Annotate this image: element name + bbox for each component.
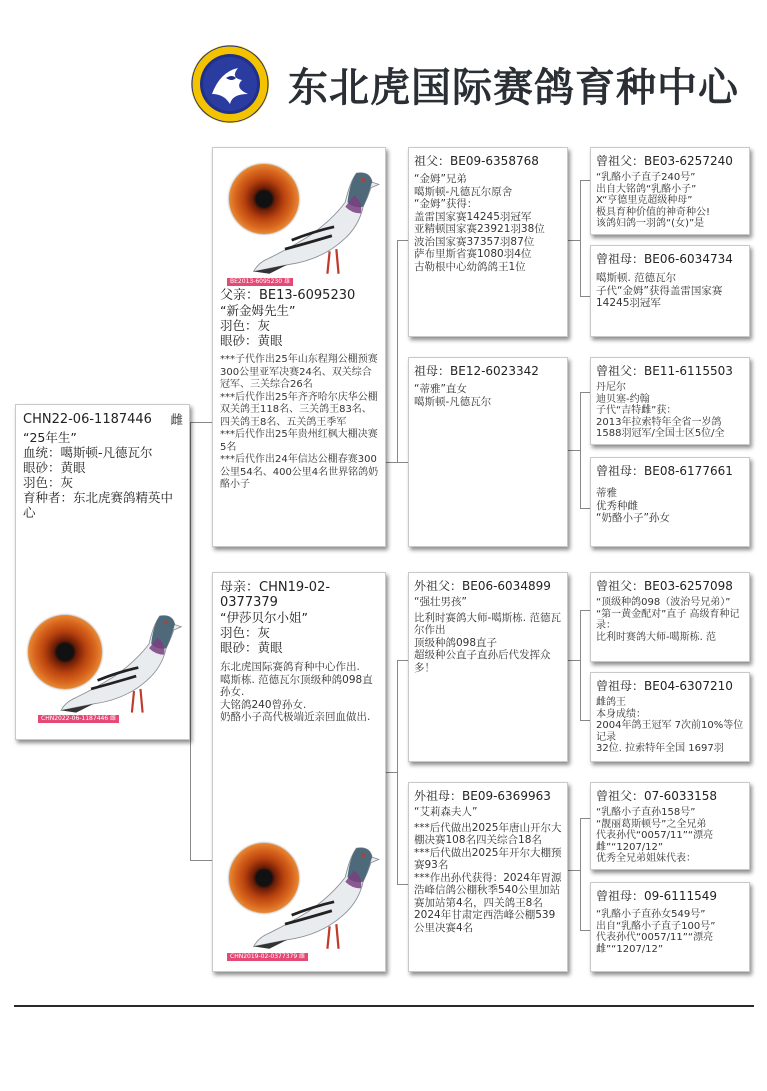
card-text [596,487,745,525]
dam-notes [220,661,380,724]
dam-name: “伊莎贝尔小姐” [220,610,308,625]
subject-eye: 眼砂：黄眼 [23,460,86,475]
dam-ring: 母亲：CHN19-02-0377379 [220,580,331,610]
connector [397,462,408,463]
tiger-logo-icon [190,44,270,124]
text-line: “强壮男孩” [414,596,467,608]
great-grandparent-card [590,572,750,662]
subject-sex: 雌 [170,412,183,427]
text-line: 雌鸽王 [596,697,626,708]
card-text [414,383,563,408]
dam-father-card [408,572,568,762]
connector [580,818,590,819]
card-text [414,596,563,674]
subject-breeder: 育种者：东北虎赛鸽精英中心 [23,490,174,520]
text-line: 优秀全兄弟姐妹代表： [596,853,696,864]
text-line: “顶级种鸽098（波治号兄弟）” [596,597,731,608]
text-line: 优秀种雌 [596,499,638,512]
note-line: 东北虎国际赛鸽育种中心作出. [220,661,360,673]
card-ring: 祖母：BE12-6023342 [414,364,539,378]
card-ring: 曾祖母：09-6111549 [596,889,718,903]
text-line: 出自“乳酪小子直子100号” [596,920,716,932]
note-line: ***后代作出25年贵州红枫大棚决赛5名 [220,429,378,453]
card-ring: 曾祖父：BE11-6115503 [596,364,733,378]
text-line: 出自大铭鸽“乳酪小子” [596,183,697,195]
great-grandparent-card [590,782,750,870]
connector [397,240,398,462]
card-text [596,382,745,440]
card-ring: 曾祖母：BE08-6177661 [596,464,733,478]
card-ring: 曾祖母：BE06-6034734 [596,252,733,266]
text-line: 32位. 拉索特年全国 1697羽 [596,743,724,754]
connector [580,392,581,508]
connector [580,930,590,931]
text-line: 蒂雅 [596,487,617,499]
note-line: ***后代作出25年齐齐哈尔庆华公棚双关鸽王118名、三关鸽王83名、四关鸽王8名、五关鸽王季军 [220,391,378,428]
subject-card [15,404,190,740]
great-grandparent-card [590,672,750,762]
pigeon-icon [54,601,184,719]
text-line: 顶级种鸽098直子 [414,636,498,649]
dam-eye: 眼砂：黄眼 [220,640,283,655]
connector [580,508,590,509]
text-line: “艾莉森夫人” [414,806,478,818]
connector [568,870,580,871]
text-line: 丹尼尔 [596,382,626,393]
text-line: 极具育种价值的神奇种公! [596,206,711,218]
sire-color: 羽色：灰 [220,318,271,333]
text-line: 子代“吉特雌”获： [596,405,677,416]
card-text [596,597,745,643]
connector [580,180,590,181]
dam-card [212,572,386,972]
text-line: ***作出孙代获得：2024年胃源浩峰信鸽公棚秋季540公里加站赛加站第4名，四关鸽王8名 [414,871,562,909]
card-ring: 曾祖父：BE03-6257240 [596,154,733,168]
photo-ring-label: CHN2019-02-0377379 雌 [227,953,308,961]
subject-bloodline: 血统：噶斯顿-凡德瓦尔 [23,445,153,460]
connector [580,610,590,611]
sire-father-card [408,147,568,337]
text-line: 超级种公直子直孙后代发挥众多！ [414,649,551,674]
text-line: 子代“金姆”获得盖雷国家赛14245羽冠军 [596,284,723,309]
note-line: ***后代作出24年信达公棚春赛300公里54名、400公里4名世界铭鸽奶酪小子 [220,454,379,490]
connector [397,884,408,885]
connector [190,422,191,860]
connector [190,640,191,641]
note-line: 奶酪小子高代极端近亲回血做出. [220,711,371,723]
photo-ring-label: CHN2022-06-1187446 雌 [38,715,119,723]
connector [568,660,580,661]
subject-photo [24,595,184,735]
text-line: 噶斯顿-凡德瓦尔 [414,395,492,408]
great-grandparent-card [590,147,750,235]
card-text [596,172,745,230]
card-text [596,272,745,310]
text-line: “奶酪小子”孙女 [596,512,670,524]
card-ring: 外祖父：BE06-6034899 [414,579,551,593]
text-line: 波治国家赛37357羽87位 [414,235,535,248]
text-line: 迪贝塞-约翰 [596,393,650,405]
text-line: 亚精顿国家赛23921羽38位 [414,223,545,235]
card-ring: 外祖母：BE09-6369963 [414,789,551,803]
note-line: 噶斯栋. 范德瓦尔顶级种鸽098直孙女. [220,673,373,698]
text-line: ***后代做出2025年唐山开尔大棚决赛108名四关综合18名 [414,821,562,846]
text-line: 盖雷国家赛14245羽冠军 [414,210,532,223]
connector [580,180,581,296]
connector [397,660,408,661]
connector [580,296,590,297]
note-line: ***子代作出25年山东程翔公棚预赛300公里亚军决赛24名、双关综合冠军、三关综合26名 [220,354,378,390]
sire-photo [217,154,383,288]
great-grandparent-card [590,357,750,445]
text-line: 噶斯顿. 范德瓦尔 [596,272,677,284]
pigeon-icon [247,154,381,284]
text-line: “金姆”获得： [414,198,478,210]
note-line: 大铭鸽240曾孙女. [220,698,307,711]
card-text [596,697,745,755]
great-grandparent-card [590,882,750,972]
text-line: 代表孙代“0057/11”“漂亮雌”“1207/12” [596,932,714,955]
connector [568,240,580,241]
card-ring: 祖父：BE09-6358768 [414,154,539,168]
connector [580,818,581,930]
connector [386,772,397,773]
text-line: “乳酪小子直孙女549号” [596,909,706,920]
dam-mother-card [408,782,568,972]
sire-mother-card [408,357,568,547]
connector [580,392,590,393]
text-line: “蒂雅”直女 [414,383,467,395]
text-line: 1588羽冠军/全国士区5位/全 [596,428,725,439]
sire-card [212,147,386,547]
card-text [414,806,563,934]
connector [397,660,398,884]
card-text [596,807,745,865]
sire-ring: 父亲：BE13-6095230 [220,288,356,303]
text-line: “金姆”兄弟 [414,173,467,185]
text-line: 噶斯顿-凡德瓦尔原舍 [414,185,513,198]
subject-name: “25年生” [23,430,77,445]
card-ring: 曾祖父：07-6033158 [596,789,718,803]
connector [190,422,212,423]
text-line: 该鸽妇鸽一羽鸽“(女)”是 [596,218,705,229]
subject-ring: CHN22-06-1187446 [23,412,152,427]
text-line: “靓丽葛斯顿号”之全兄弟 [596,818,707,830]
text-line: “乳酪小子直子240号” [596,172,696,183]
card-text [414,173,563,273]
text-line: 2004年鸽王冠军 7次前10%等位记录 [596,720,744,743]
subject-color: 羽色：灰 [23,475,74,490]
text-line: 2024年甘肃定西浩峰公棚539公里决赛4名 [414,909,556,934]
dam-photo [217,829,383,969]
text-line: “乳酪小子直孙158号” [596,807,696,818]
center-title: 东北虎国际赛鸽育种中心 [288,65,739,111]
photo-ring-label: BE2013-6095230 雄 [227,278,293,286]
text-line: ***后代做出2025年开尔大棚预赛93名 [414,846,562,871]
sire-eye: 眼砂：黄眼 [220,333,283,348]
text-line: 萨布里斯省赛1080羽4位 [414,248,532,260]
text-line: 比利时赛鸽大师-噶斯栋. 范德瓦尔作出 [414,611,561,636]
connector [190,860,212,861]
card-ring: 曾祖父：BE03-6257098 [596,579,733,593]
text-line: “第一黄金配对”直子 高级育种记录： [596,608,740,631]
card-text [596,909,745,955]
great-grandparent-card [590,245,750,337]
great-grandparent-card [590,457,750,547]
pigeon-icon [247,829,381,959]
text-line: 本身成绩： [596,708,646,720]
text-line: 2013年拉索特年全省一岁鸽 [596,416,722,428]
footer-divider [14,1005,754,1007]
connector [580,720,590,721]
card-ring: 曾祖母：BE04-6307210 [596,679,733,693]
connector [568,450,580,451]
text-line: 代表孙代“0057/11”“漂亮雌”“1207/12” [596,830,714,853]
sire-name: “新金姆先生” [220,303,296,318]
dam-color: 羽色：灰 [220,625,271,640]
sire-notes [220,354,380,492]
text-line: 古勒根中心幼鸽鸽王1位 [414,260,526,273]
connector [580,610,581,720]
connector [397,240,408,241]
text-line: X“亨德里克超级种母” [596,195,693,206]
text-line: 比利时赛鸽大师-噶斯栋. 范 [596,631,716,643]
